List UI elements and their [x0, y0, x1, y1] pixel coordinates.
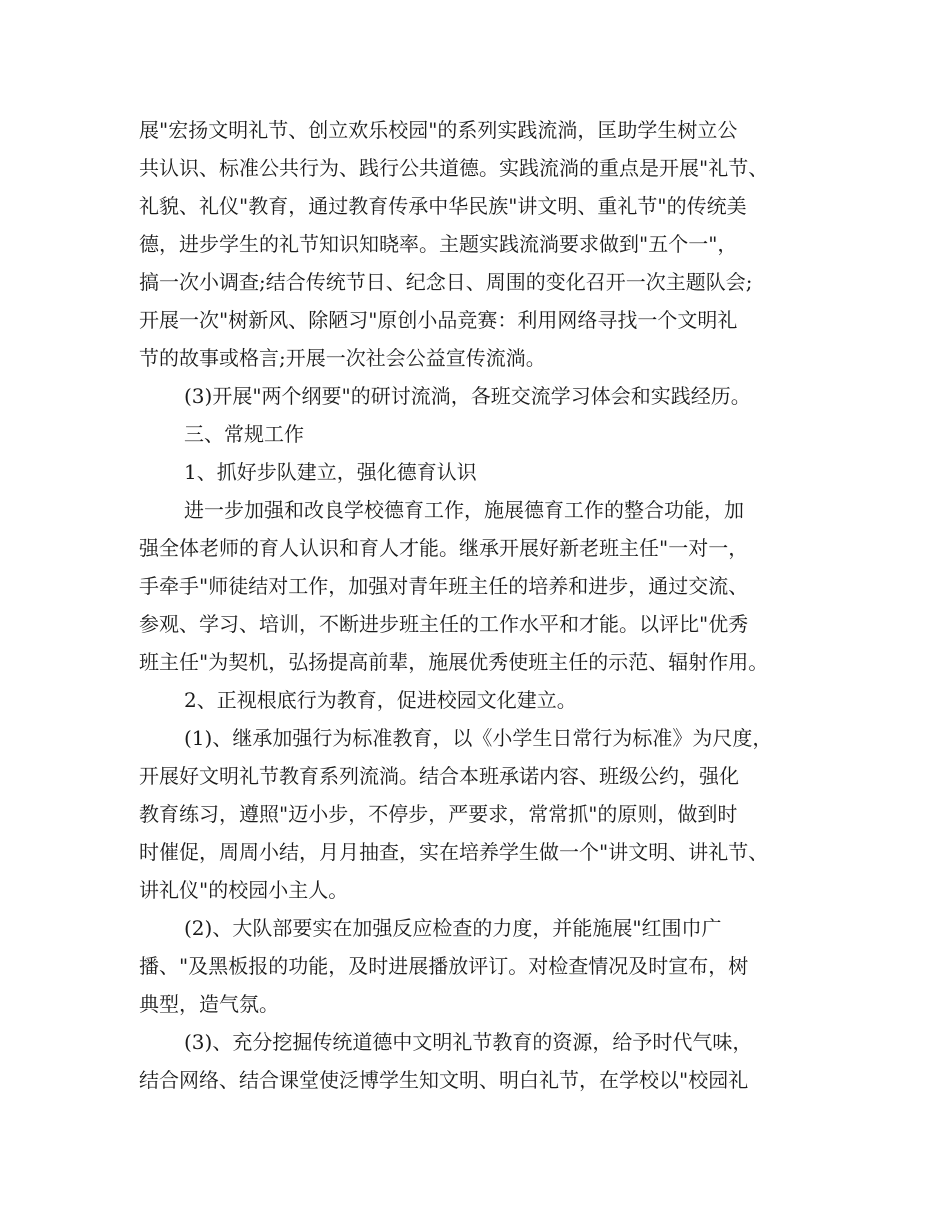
- text-line: 播、"及黑板报的功能，及时进展播放评订。对检查情况及时宣布，树: [139, 954, 749, 978]
- text-line: (3)、充分挖掘传统道德中文明礼节教育的资源，给予时代气味，: [184, 1030, 753, 1054]
- text-line: 开展一次"树新风、除陋习"原创小品竞赛：利用网络寻找一个文明礼: [139, 308, 738, 332]
- text-line: 手牵手"师徒结对工作，加强对青年班主任的培养和进步，通过交流、: [139, 574, 749, 598]
- text-line: 结合网络、结合课堂使泛博学生知文明、明白礼节，在学校以"校园礼: [139, 1068, 749, 1092]
- text-line: 展"宏扬文明礼节、创立欢乐校园"的系列实践流淌，匡助学生树立公: [139, 118, 738, 142]
- text-line: 参观、学习、培训，不断进步班主任的工作水平和才能。以评比"优秀: [139, 612, 749, 636]
- text-line: 礼貌、礼仪"教育，通过教育传承中华民族"讲文明、重礼节"的传统美: [139, 194, 747, 218]
- text-line: 共认识、标准公共行为、践行公共道德。实践流淌的重点是开展"礼节、: [139, 156, 769, 180]
- text-line: 开展好文明礼节教育系列流淌。结合本班承诺内容、班级公约，强化: [139, 764, 739, 788]
- text-line: 讲礼仪"的校园小主人。: [139, 878, 349, 902]
- text-line: 典型，造气氛。: [139, 992, 279, 1016]
- section-heading: 三、常规工作: [184, 422, 304, 446]
- subsection-heading: 2、正视根底行为教育，促进校园文化建立。: [184, 688, 577, 712]
- subsection-heading: 1、抓好步队建立，强化德育认识: [184, 460, 477, 484]
- text-line: (1)、继承加强行为标准教育，以《小学生日常行为标准》为尺度，: [184, 726, 773, 750]
- text-line: 搞一次小调查;结合传统节日、纪念日、周围的变化召开一次主题队会;: [139, 270, 753, 294]
- text-line: 教育练习，遵照"迈小步，不停步，严要求，常常抓"的原则，做到时: [139, 802, 738, 826]
- text-line: 节的故事或格言;开展一次社会公益宣传流淌。: [139, 346, 546, 370]
- text-line: (2)、大队部要实在加强反应检查的力度，并能施展"红围巾广: [184, 916, 722, 940]
- text-line: (3)开展"两个纲要"的研讨流淌，各班交流学习体会和实践经历。: [184, 384, 751, 408]
- text-line: 强全体老师的育人认识和育人才能。继承开展好新老班主任"一对一，: [139, 536, 749, 560]
- text-line: 时催促，周周小结，月月抽查，实在培养学生做一个"讲文明、讲礼节、: [139, 840, 769, 864]
- text-line: 进一步加强和改良学校德育工作，施展德育工作的整合功能，加: [184, 498, 744, 522]
- text-line: 班主任"为契机，弘扬提高前辈，施展优秀使班主任的示范、辐射作用。: [139, 650, 769, 674]
- text-line: 德，进步学生的礼节知识知晓率。主题实践流淌要求做到"五个一"，: [139, 232, 738, 256]
